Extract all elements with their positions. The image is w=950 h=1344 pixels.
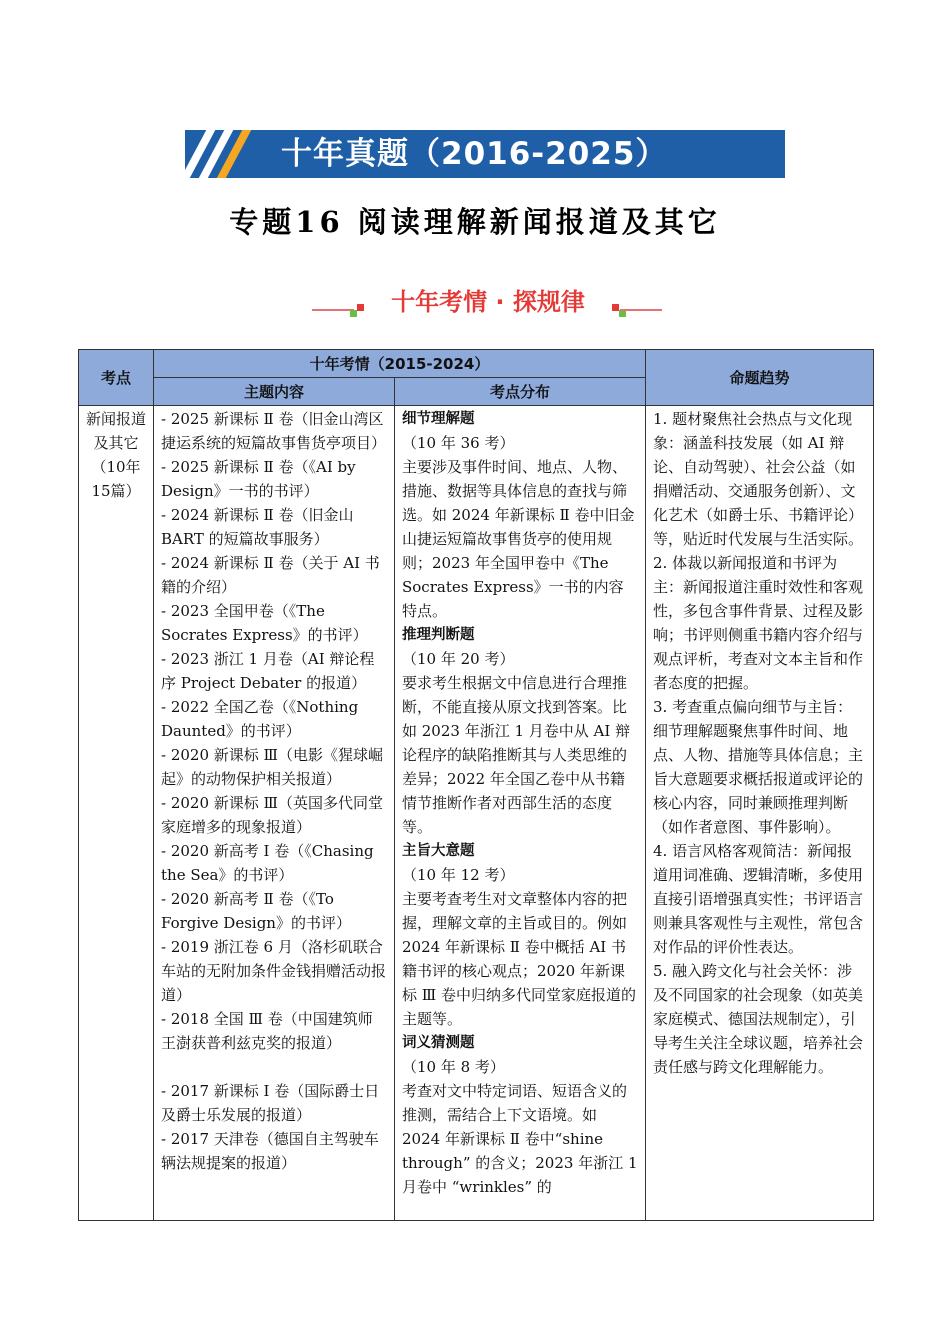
header-zhuti: 主题内容: [154, 378, 395, 406]
question-type-name: 推理判断题: [402, 627, 475, 643]
decor-square-icon: [357, 304, 364, 311]
section-divider-right: [620, 309, 662, 311]
section-header-text: 十年考情 · 探规律: [391, 288, 585, 316]
question-type-name: 词义猜测题: [402, 1035, 475, 1051]
topic-item: - 2020 新高考 Ⅱ 卷（《To Forgive Design》的书评）: [161, 890, 351, 932]
topic-item: - 2019 浙江卷 6 月（洛杉矶联合车站的无附加条件金钱捐赠活动报道）: [161, 938, 387, 1004]
trends-cell: [646, 406, 874, 1221]
trend-item: 2. 体裁以新闻报道和书评为主：新闻报道注重时效性和客观性，多包含事件背景、过程及影响；书评则侧重书籍内容介绍与观点评析，考查对文本主旨和作者态度的把握。: [653, 554, 864, 692]
header-fenbu: 考点分布: [395, 378, 646, 406]
question-type-name: 主旨大意题: [402, 843, 475, 859]
trend-item: 1. 题材聚焦社会热点与文化现象：涵盖科技发展（如 AI 辩论、自动驾驶）、社会公益（如捐赠活动、交通服务创新）、文化艺术（如爵士乐、书籍评论）等，贴近时代发展与生活实际。: [653, 410, 864, 548]
question-type-desc: 主要考查考生对文章整体内容的把握，理解文章的主旨或目的。例如 2024 年新课标 Ⅱ 卷中概括 AI 书籍书评的核心观点；2020 年新课标 Ⅲ 卷中归纳多代同堂家庭报道的主题等。: [402, 890, 637, 1028]
question-type-count: （10 年 12 考）: [402, 866, 515, 884]
question-type-count: （10 年 20 考）: [402, 650, 515, 668]
topic-item: - 2023 浙江 1 月卷（AI 辩论程序 Project Debater 的报道）: [161, 650, 375, 692]
kaodian-name: 新闻报道及其它: [86, 410, 147, 452]
decor-square-icon: [612, 304, 619, 311]
trend-item: 5. 融入跨文化与社会关怀：涉及不同国家的社会现象（如英美家庭模式、德国法规制定），引导考生关注全球议题，培养社会责任感与跨文化理解能力。: [653, 962, 864, 1076]
topic-item: - 2023 全国甲卷（《The Socrates Express》的书评）: [161, 602, 368, 644]
header-qushi: 命题趋势: [646, 350, 874, 406]
topic-item: - 2025 新课标 Ⅱ 卷（《AI by Design》一书的书评）: [161, 458, 356, 500]
banner-text: 十年真题（2016-2025）: [281, 136, 668, 172]
question-type-desc: 要求考生根据文中信息进行合理推断，不能直接从原文找到答案。比如 2023 年浙江 1 月卷中从 AI 辩论程序的缺陷推断其与人类思维的差异；2022 年全国乙卷中从书籍情节推断作者对西部生活的态度等。: [402, 674, 631, 836]
topic-item: - 2018 全国 Ⅲ 卷（中国建筑师王澍获普利兹克奖的报道）: [161, 1010, 373, 1052]
topic-item: - 2017 天津卷（德国自主驾驶车辆法规提案的报道）: [161, 1130, 379, 1172]
spacer: [161, 1055, 387, 1079]
question-type-count: （10 年 36 考）: [402, 434, 515, 452]
topic-item: - 2024 新课标 Ⅱ 卷（关于 AI 书籍的介绍）: [161, 554, 380, 596]
topic-item: - 2022 全国乙卷（《Nothing Daunted》的书评）: [161, 698, 359, 740]
topic-item: - 2025 新课标 Ⅱ 卷（旧金山湾区捷运系统的短篇故事售货亭项目）: [161, 410, 387, 452]
question-type-desc: 考查对文中特定词语、短语含义的推测，需结合上下文语境。如 2024 年新课标 Ⅱ 卷中“shine through” 的含义；2023 年浙江 1 月卷中 “wrinkles” 的: [402, 1082, 638, 1196]
topics-cell: [154, 406, 395, 1221]
distribution-cell: [395, 406, 646, 1221]
kaodian-cell: [79, 406, 154, 1221]
question-type-desc: 主要涉及事件时间、地点、人物、措施、数据等具体信息的查找与筛选。如 2024 年新课标 Ⅱ 卷中旧金山捷运短篇故事售货亭的使用规则；2023 年全国甲卷中《The Socrates Express》一书的内容特点。: [402, 458, 635, 620]
title-banner: [185, 130, 785, 178]
exam-analysis-table: [78, 349, 874, 1221]
question-type-name: 细节理解题: [402, 411, 475, 427]
decor-square-icon: [619, 310, 626, 317]
topic-item: - 2020 新高考 Ⅰ 卷（《Chasing the Sea》的书评）: [161, 842, 374, 884]
trend-item: 4. 语言风格客观简洁：新闻报道用词准确、逻辑清晰，多使用直接引语增强真实性；书评语言则兼具客观性与主观性，常包含对作品的评价性表达。: [653, 842, 864, 956]
trend-item: 3. 考查重点偏向细节与主旨：细节理解题聚焦事件时间、地点、人物、措施等具体信息；主旨大意题要求概括报道或评论的核心内容，同时兼顾推理判断（如作者意图、事件影响）。: [653, 698, 864, 836]
section-divider-left: [312, 309, 354, 311]
question-type-count: （10 年 8 考）: [402, 1058, 505, 1076]
topic-item: - 2024 新课标 Ⅱ 卷（旧金山 BART 的短篇故事服务）: [161, 506, 354, 548]
topic-item: - 2020 新课标 Ⅲ（电影《猩球崛起》的动物保护相关报道）: [161, 746, 384, 788]
topic-item: - 2017 新课标 Ⅰ 卷（国际爵士日及爵士乐发展的报道）: [161, 1082, 380, 1124]
topic-item: - 2020 新课标 Ⅲ（英国多代同堂家庭增多的现象报道）: [161, 794, 384, 836]
section-header: [312, 282, 662, 322]
kaodian-count: （10年15篇）: [91, 458, 141, 500]
header-shinian: 十年考情（2015-2024）: [154, 350, 646, 378]
document-title: 专题16 阅读理解新闻报道及其它: [229, 205, 721, 239]
header-kaodian: 考点: [79, 350, 154, 406]
decor-square-icon: [350, 310, 357, 317]
